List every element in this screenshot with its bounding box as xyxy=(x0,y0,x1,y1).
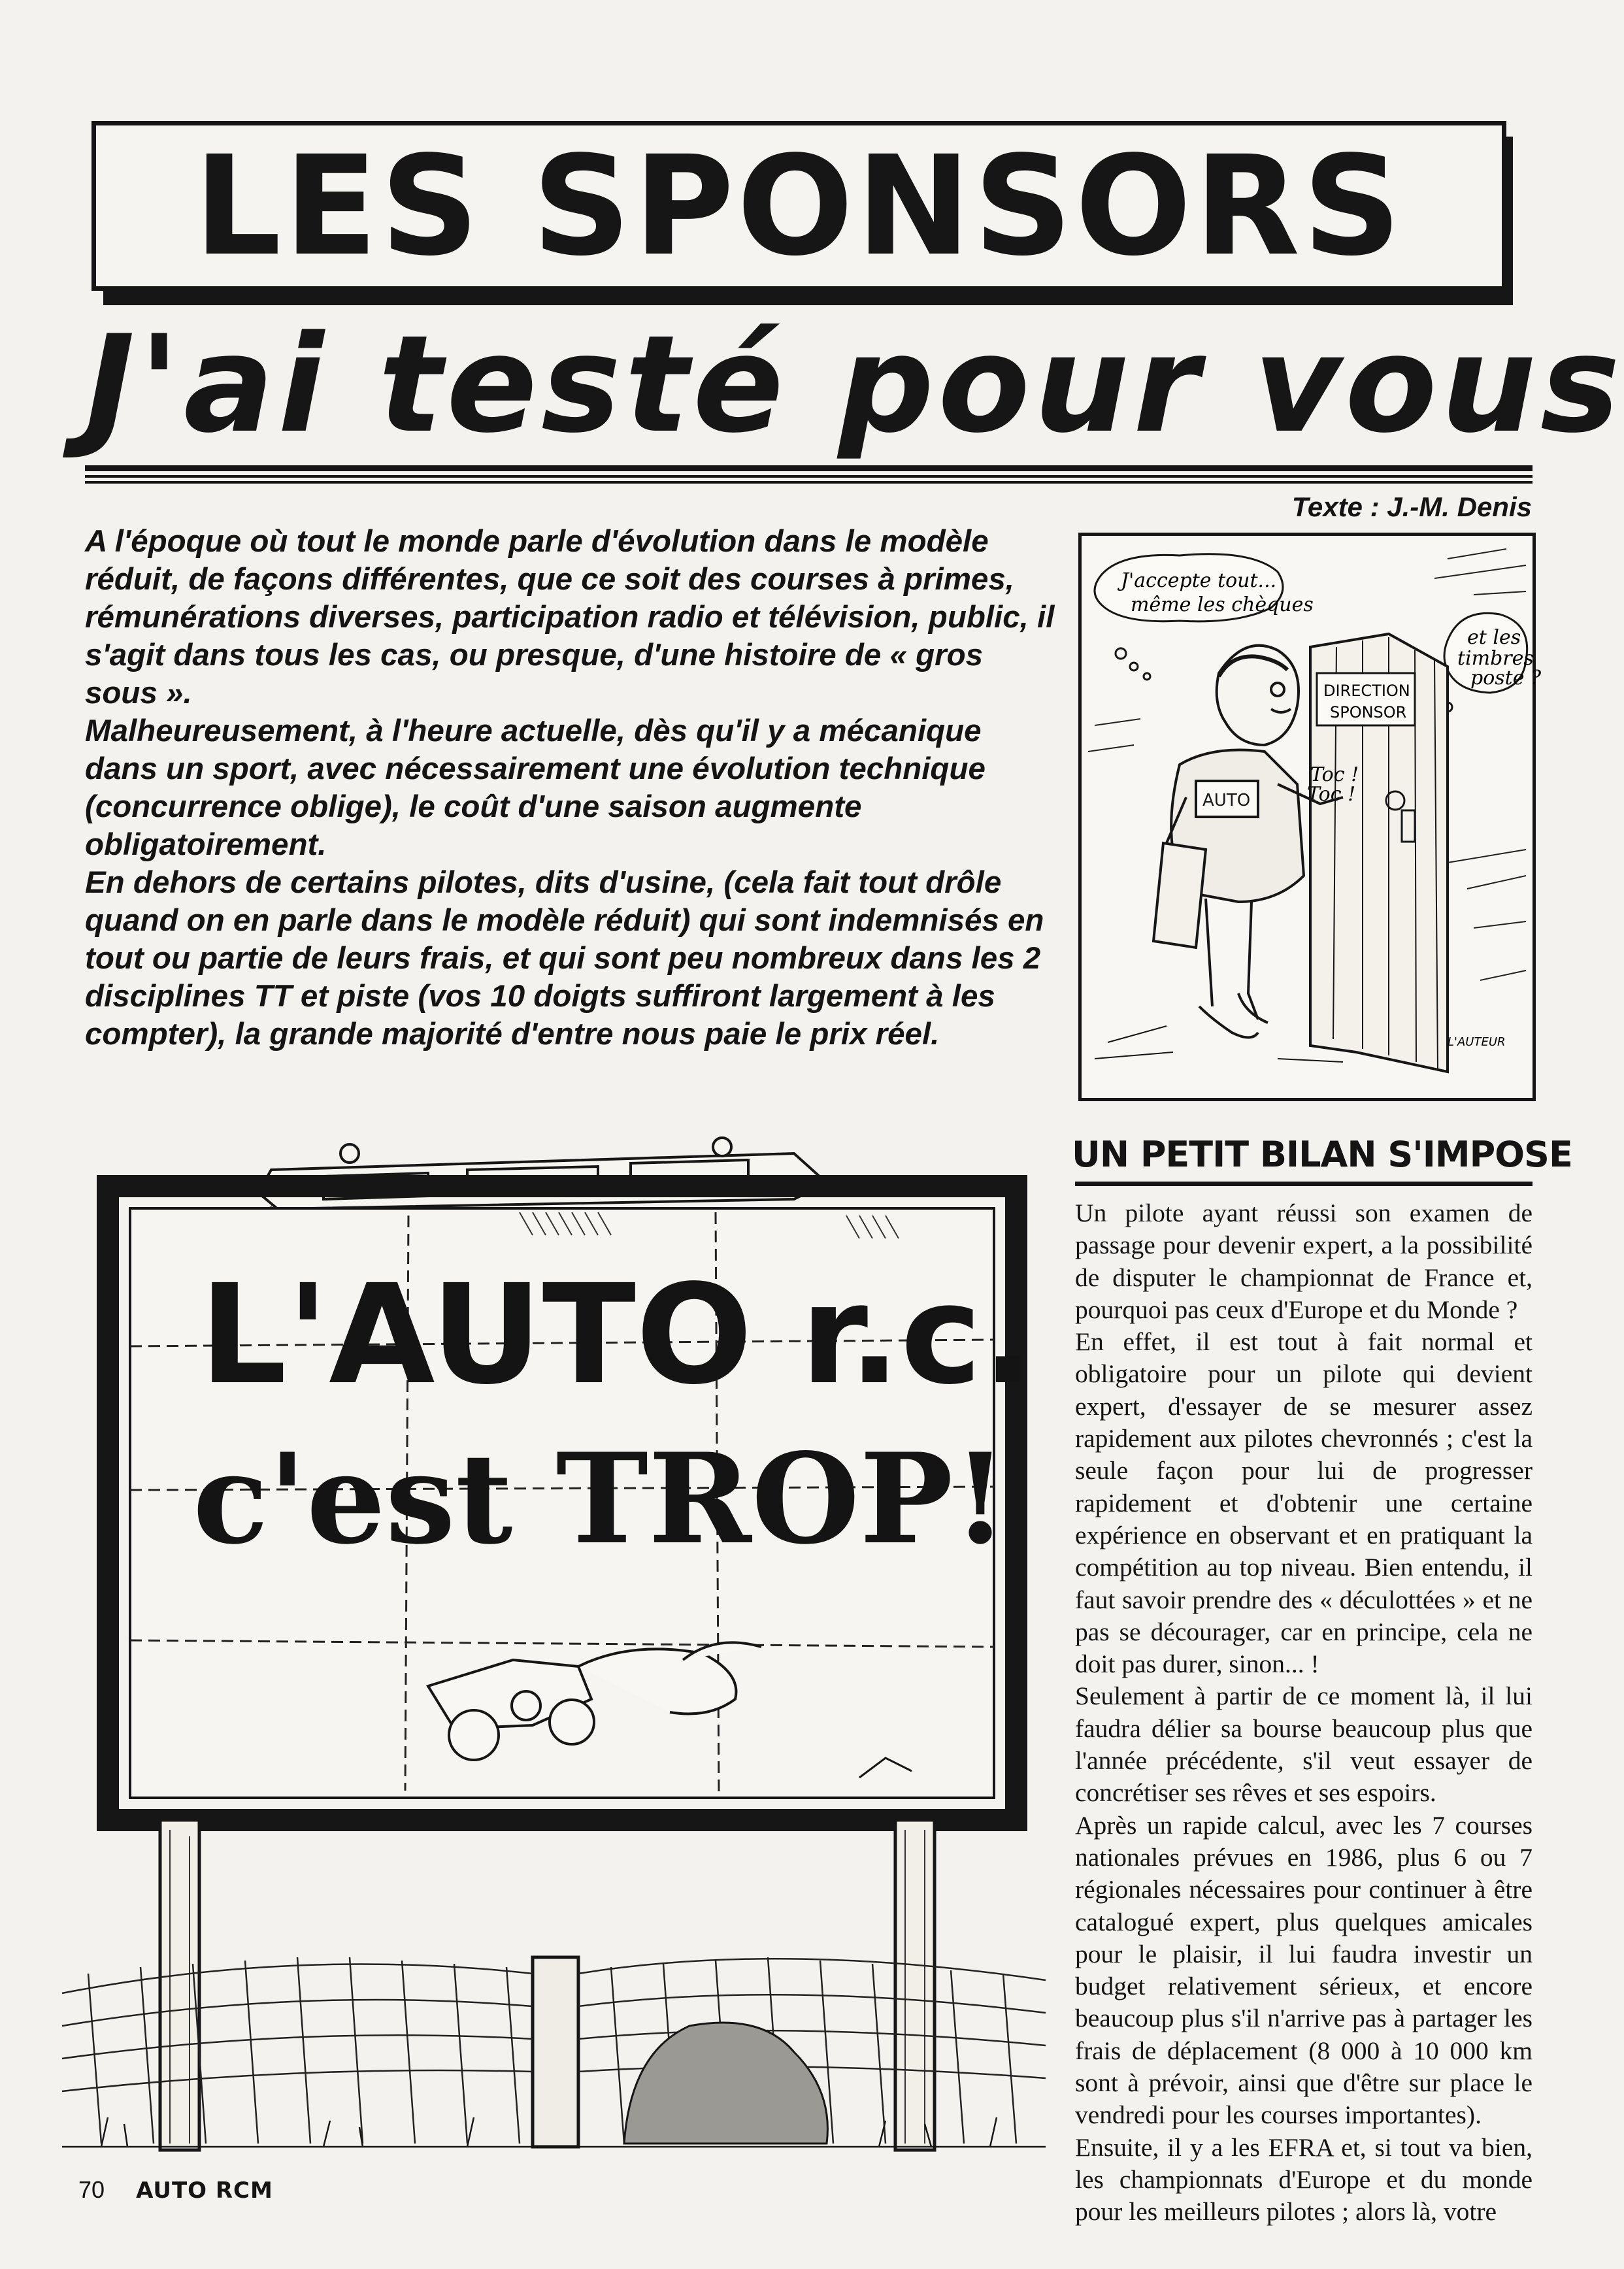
billboard-line2: c'est TROP! xyxy=(193,1426,1008,1572)
subtitle-rule-mid xyxy=(85,475,1533,478)
bubble-right-line1: et les xyxy=(1467,626,1521,649)
body-column xyxy=(1075,1197,1533,2228)
section-heading-rule xyxy=(1075,1182,1533,1186)
car-on-billboard xyxy=(258,1138,827,1209)
bubble-left-line1: J'accepte tout... xyxy=(1121,569,1277,592)
author-credit: Texte : J.-M. Denis xyxy=(1291,491,1532,522)
page-subtitle: J'ai testé pour vous xyxy=(85,307,1624,463)
subtitle-rule-top xyxy=(85,465,1533,471)
bubble-left-line2: même les chèques xyxy=(1131,593,1314,616)
intro-text xyxy=(85,523,1055,1053)
bubble-right-line2: timbres xyxy=(1457,647,1534,670)
cartoon-drawing xyxy=(1082,536,1542,1098)
body-paragraph: Un pilote ayant réussi son examen de passage pour devenir expert, a la possibilité de disputer le championnat de France et, pourquoi pas ceux d'Europe et du Monde ? xyxy=(1075,1199,1533,1324)
knock-text-1: Toc ! xyxy=(1310,763,1359,786)
billboard-post-left xyxy=(160,1820,199,2150)
cartoon-signature: L'AUTEUR xyxy=(1448,1035,1506,1049)
bag-label: AUTO xyxy=(1202,791,1251,810)
intro-paragraph: En dehors de certains pilotes, dits d'usine, (cela fait tout drôle quand on en parle dans le modèle réduit) qui sont indemnisés en tout ou partie de leurs frais, et qui sont peu nombreux dans les 2 disciplines TT et piste (vos 10 doigts suffiront largement à les compter), la grande majorité d'entre nous paie le prix réel. xyxy=(85,865,1044,1052)
billboard-line1: L'AUTO r.c. xyxy=(199,1255,1035,1415)
magazine-name: AUTO RCM xyxy=(136,2178,273,2204)
billboard-post-right xyxy=(895,1820,935,2150)
knock-text-2: Toc ! xyxy=(1307,783,1356,806)
intro-paragraph: A l'époque où tout le monde parle d'évolution dans le modèle réduit, de façons différentes, que ce soit des courses à primes, rémunérations diverses, participation radio et télévision, public, il s'agit dans tous les cas, ou presque, d'une histoire de « gros sous ». xyxy=(85,524,1055,710)
page-footer xyxy=(78,2176,273,2204)
section-heading: UN PETIT BILAN S'IMPOSE xyxy=(1072,1134,1572,1175)
body-paragraph: En effet, il est tout à fait normal et obligatoire pour un pilote qui devient expert, d'essayer de se mesurer assez rapidement aux pilotes chevronnés ; c'est la seule façon pour lui de progresser rapidement et d'obtenir une certaine expérience en observant et en pratiquant la compétition au top niveau. Bien entendu, il faut savoir prendre des « déculottées » et ne pas se décourager, car en principe, cela ne doit pas durer, sinon... ! xyxy=(1075,1327,1533,1679)
cartoon-illustration xyxy=(1078,533,1542,1101)
body-paragraph: Après un rapide calcul, avec les 7 courses nationales prévues en 1986, plus 6 ou 7 régionales nécessaires pour continuer à être catalogué expert, plus quelques amicales pour le plaisir, il lui faudra investir un budget relativement sérieux, et encore beaucoup plus s'il n'arrive pas à partager les frais de déplacement (8 000 à 10 000 km sont à prévoir, ainsi que d'être sur place le vendredi pour les courses importantes). xyxy=(1075,1810,1533,2130)
body-paragraph: Ensuite, il y a les EFRA et, si tout va bien, les championnats d'Europe et du monde pour les meilleurs pilotes ; alors là, votre xyxy=(1075,2132,1533,2227)
page-title: LES SPONSORS xyxy=(193,125,1404,286)
door-sign-line1: DIRECTION xyxy=(1323,682,1410,700)
fence-post xyxy=(533,1957,578,2147)
subtitle-rule-bottom xyxy=(85,481,1533,484)
door-sign-line2: SPONSOR xyxy=(1330,703,1407,721)
bubble-right-line3: poste ? xyxy=(1470,667,1542,689)
title-banner xyxy=(91,121,1506,291)
bush xyxy=(624,2023,827,2144)
intro-paragraph: Malheureusement, à l'heure actuelle, dès qu'il y a mécanique dans un sport, avec nécessairement une évolution technique (concurrence oblige), le coût d'une saison augmente obligatoirement. xyxy=(85,714,986,862)
billboard-illustration xyxy=(62,1124,1046,2153)
page-number: 70 xyxy=(78,2176,105,2203)
body-paragraph: Seulement à partir de ce moment là, il lui faudra délier sa bourse beaucoup plus que l'année précédente, s'il veut essayer de concrétiser ses rêves et ses espoirs. xyxy=(1075,1681,1533,1808)
